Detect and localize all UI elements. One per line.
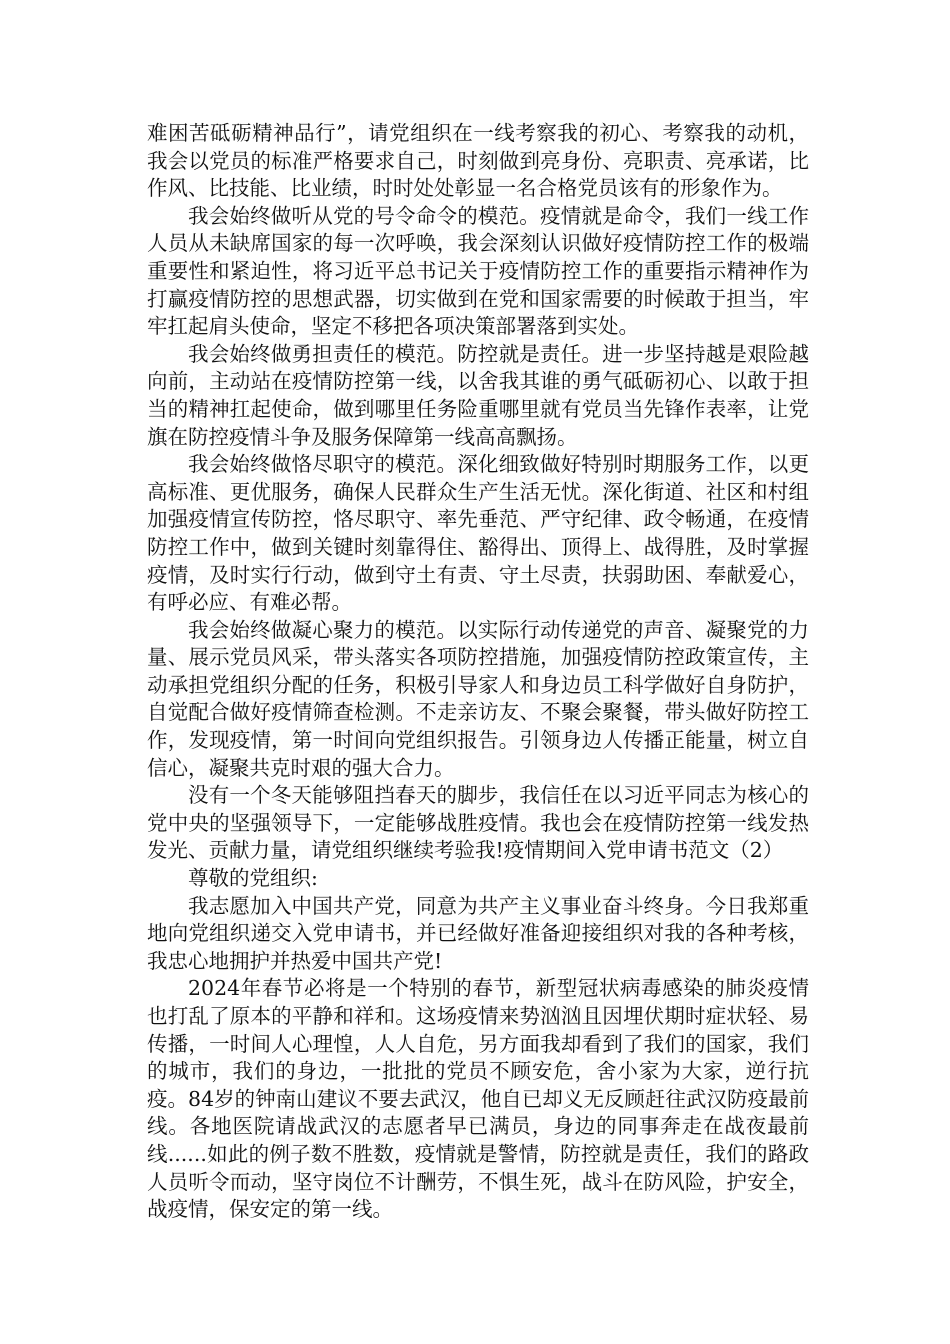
paragraph-application: 我志愿加入中国共产党，同意为共产主义事业奋斗终身。今日我郑重地向党组织递交入党申请书，并已经做好准备迎接组织对我的各种考核，我忠心地拥护并热爱中国共产党!	[147, 893, 809, 973]
paragraph-continuation: 难困苦砥砺精神品行”，请党组织在一线考察我的初心、考察我的动机，我会以党员的标准严格要求自己，时刻做到亮身份、亮职责、亮承诺，比作风、比技能、比业绩，时时处处彰显一名合格党员该有的形象作为。	[147, 121, 809, 201]
paragraph-unity: 我会始终做凝心聚力的模范。以实际行动传递党的声音、凝聚党的力量、展示党员风采，带头落实各项防控措施，加强疫情防控政策宣传，主动承担党组织分配的任务，积极引导家人和身边员工科学做好自身防护，自觉配合做好疫情筛查检测。不走亲访友、不聚会聚餐，带头做好防控工作，发现疫情，第一时间向党组织报告。引领身边人传播正能量，树立自信心，凝聚共克时艰的强大合力。	[147, 617, 809, 780]
paragraph-conclusion: 没有一个冬天能够阻挡春天的脚步，我信任在以习近平同志为核心的党中央的坚强领导下，一定能够战胜疫情。我也会在疫情防控第一线发热发光、贡献力量，请党组织继续考验我!疫情期间入党申请书范文（2）	[147, 783, 809, 863]
document-body	[147, 120, 809, 1224]
paragraph-take-responsibility: 我会始终做勇担责任的模范。防控就是责任。进一步坚持越是艰险越向前，主动站在疫情防控第一线，以舍我其谁的勇气砥砺初心、以敢于担当的精神扛起使命，做到哪里任务险重哪里就有党员当先锋作表率，让党旗在防控疫情斗争及服务保障第一线高高飘扬。	[147, 341, 809, 449]
paragraph-spring-festival: 2024年春节必将是一个特别的春节，新型冠状病毒感染的肺炎疫情也打乱了原本的平静和祥和。这场疫情来势汹汹且因埋伏期时症状轻、易传播，一时间人心理惶，人人自危，另方面我却看到了我们的国家，我们的城市，我们的身边，一批批的党员不顾安危，舍小家为大家，逆行抗疫。84岁的钟南山建议不要去武汉，他自已却义无反顾赶往武汉防疫最前线。各地医院请战武汉的志愿者早已满员，身边的同事奔走在战夜最前线......如此的例子数不胜数，疫情就是警情，防控就是责任，我们的路政人员听令而动，坚守岗位不计酬劳，不惧生死，战斗在防风险，护安全，战疫情，保安定的第一线。	[147, 976, 809, 1222]
salutation: 尊敬的党组织:	[188, 866, 318, 891]
paragraph-obey-orders: 我会始终做听从党的号令命令的模范。疫情就是命令，我们一线工作人员从未缺席国家的每一次呼唤，我会深刻认识做好疫情防控工作的极端重要性和紧迫性，将习近平总书记关于疫情防控工作的重要指示精神作为打赢疫情防控的思想武器，切实做到在党和国家需要的时候敢于担当，牢牢扛起肩头使命，坚定不移把各项决策部署落到实处。	[147, 203, 809, 339]
paragraph-duty: 我会始终做恪尽职守的模范。深化细致做好特别时期服务工作，以更高标准、更优服务，确保人民群众生产生活无忧。深化街道、社区和村组加强疫情宣传防控，恪尽职守、率先垂范、严守纪律、政令畅通，在疫情防控工作中，做到关键时刻靠得住、豁得出、顶得上、战得胜，及时掌握疫情，及时实行行动，做到守土有责、守土尽责，扶弱助困、奉献爱心，有呼必应、有难必帮。	[147, 452, 809, 615]
